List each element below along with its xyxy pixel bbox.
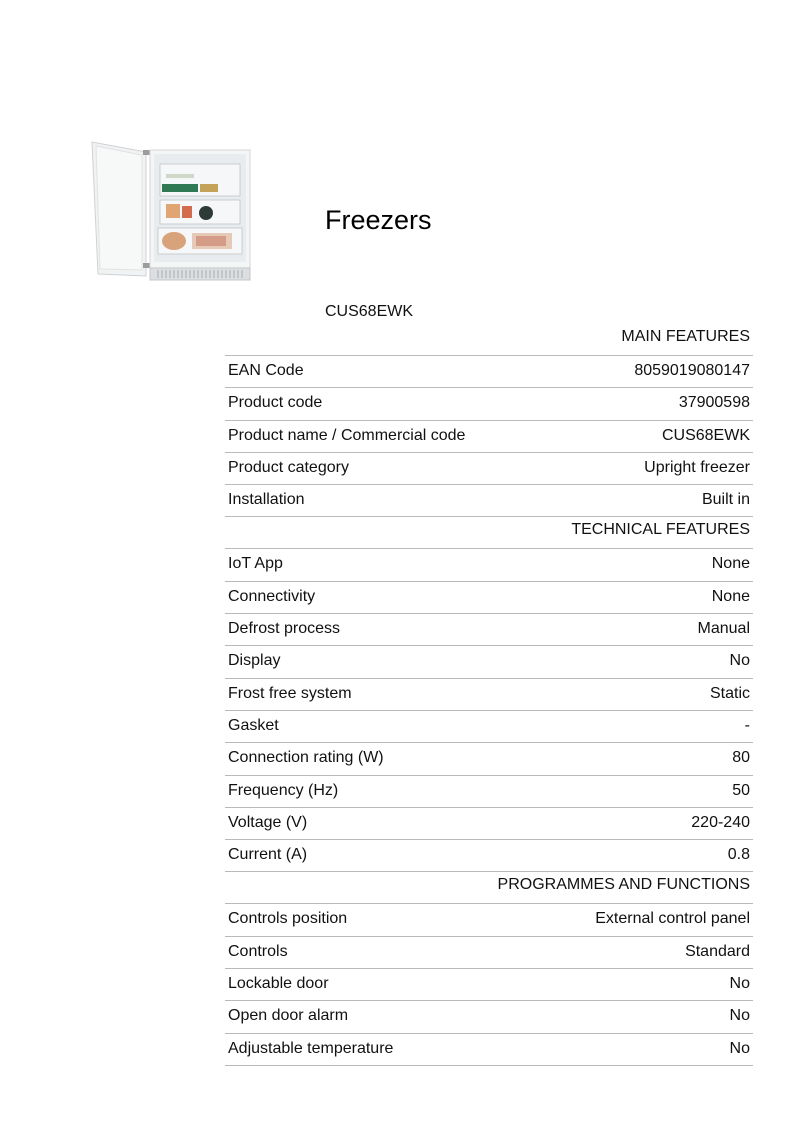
section-heading: MAIN FEATURES <box>225 324 753 356</box>
spec-row <box>225 646 753 678</box>
spec-value: CUS68EWK <box>661 426 750 444</box>
spec-label: Gasket <box>228 716 279 734</box>
spec-value: No <box>729 975 750 993</box>
spec-label: Frequency (Hz) <box>228 781 339 799</box>
spec-label: Open door alarm <box>228 1007 349 1025</box>
spec-value: Manual <box>697 620 750 638</box>
spec-label: Installation <box>228 491 305 509</box>
section-heading: PROGRAMMES AND FUNCTIONS <box>225 872 753 904</box>
spec-value: 0.8 <box>727 846 750 864</box>
product-image <box>88 136 254 284</box>
spec-label: Product name / Commercial code <box>228 426 466 444</box>
spec-value: Built in <box>701 491 750 509</box>
spec-row <box>225 582 753 614</box>
spec-label: Connectivity <box>228 587 316 605</box>
spec-value: 8059019080147 <box>634 362 750 379</box>
spec-value: Standard <box>685 942 750 960</box>
spec-value: 80 <box>732 749 750 767</box>
spec-row <box>225 904 753 936</box>
spec-label: Frost free system <box>228 684 352 702</box>
spec-table <box>225 324 753 1066</box>
spec-value: None <box>711 587 750 605</box>
spec-row <box>225 679 753 711</box>
spec-label: IoT App <box>228 555 283 573</box>
spec-row <box>225 808 753 840</box>
spec-value: 220-240 <box>691 813 750 831</box>
spec-row <box>225 1001 753 1033</box>
spec-label: Voltage (V) <box>228 813 308 831</box>
spec-label: Display <box>228 652 281 670</box>
freezer-illustration <box>88 136 254 284</box>
spec-label: Defrost process <box>228 620 341 638</box>
spec-value: External control panel <box>595 910 750 928</box>
spec-value: No <box>729 652 750 670</box>
spec-label: Current (A) <box>228 846 308 864</box>
spec-row <box>225 969 753 1001</box>
spec-label: EAN Code <box>228 362 304 379</box>
model-code: CUS68EWK <box>325 303 414 320</box>
spec-row <box>225 356 753 388</box>
page-title: Freezers <box>325 205 432 235</box>
spec-row <box>225 711 753 743</box>
spec-label: Controls position <box>228 910 348 928</box>
spec-value: None <box>711 555 750 573</box>
spec-row <box>225 614 753 646</box>
spec-label: Product category <box>228 458 349 476</box>
spec-row <box>225 937 753 969</box>
spec-row <box>225 743 753 775</box>
spec-row <box>225 840 753 872</box>
spec-row <box>225 549 753 581</box>
spec-label: Lockable door <box>228 975 329 993</box>
spec-label: Product code <box>228 394 323 412</box>
spec-value: Static <box>709 684 750 702</box>
spec-row <box>225 776 753 808</box>
spec-row <box>225 388 753 420</box>
spec-row <box>225 485 753 517</box>
spec-value: No <box>729 1007 750 1025</box>
spec-row <box>225 1034 753 1066</box>
spec-value: No <box>729 1039 750 1057</box>
spec-label: Controls <box>228 942 288 960</box>
spec-value: 37900598 <box>678 394 750 412</box>
spec-value: Upright freezer <box>644 458 750 476</box>
spec-value: 50 <box>732 781 750 799</box>
section-heading: TECHNICAL FEATURES <box>225 517 753 549</box>
spec-row <box>225 453 753 485</box>
spec-label: Connection rating (W) <box>228 749 384 767</box>
spec-row <box>225 421 753 453</box>
spec-value: - <box>744 716 750 734</box>
spec-label: Adjustable temperature <box>228 1039 394 1057</box>
